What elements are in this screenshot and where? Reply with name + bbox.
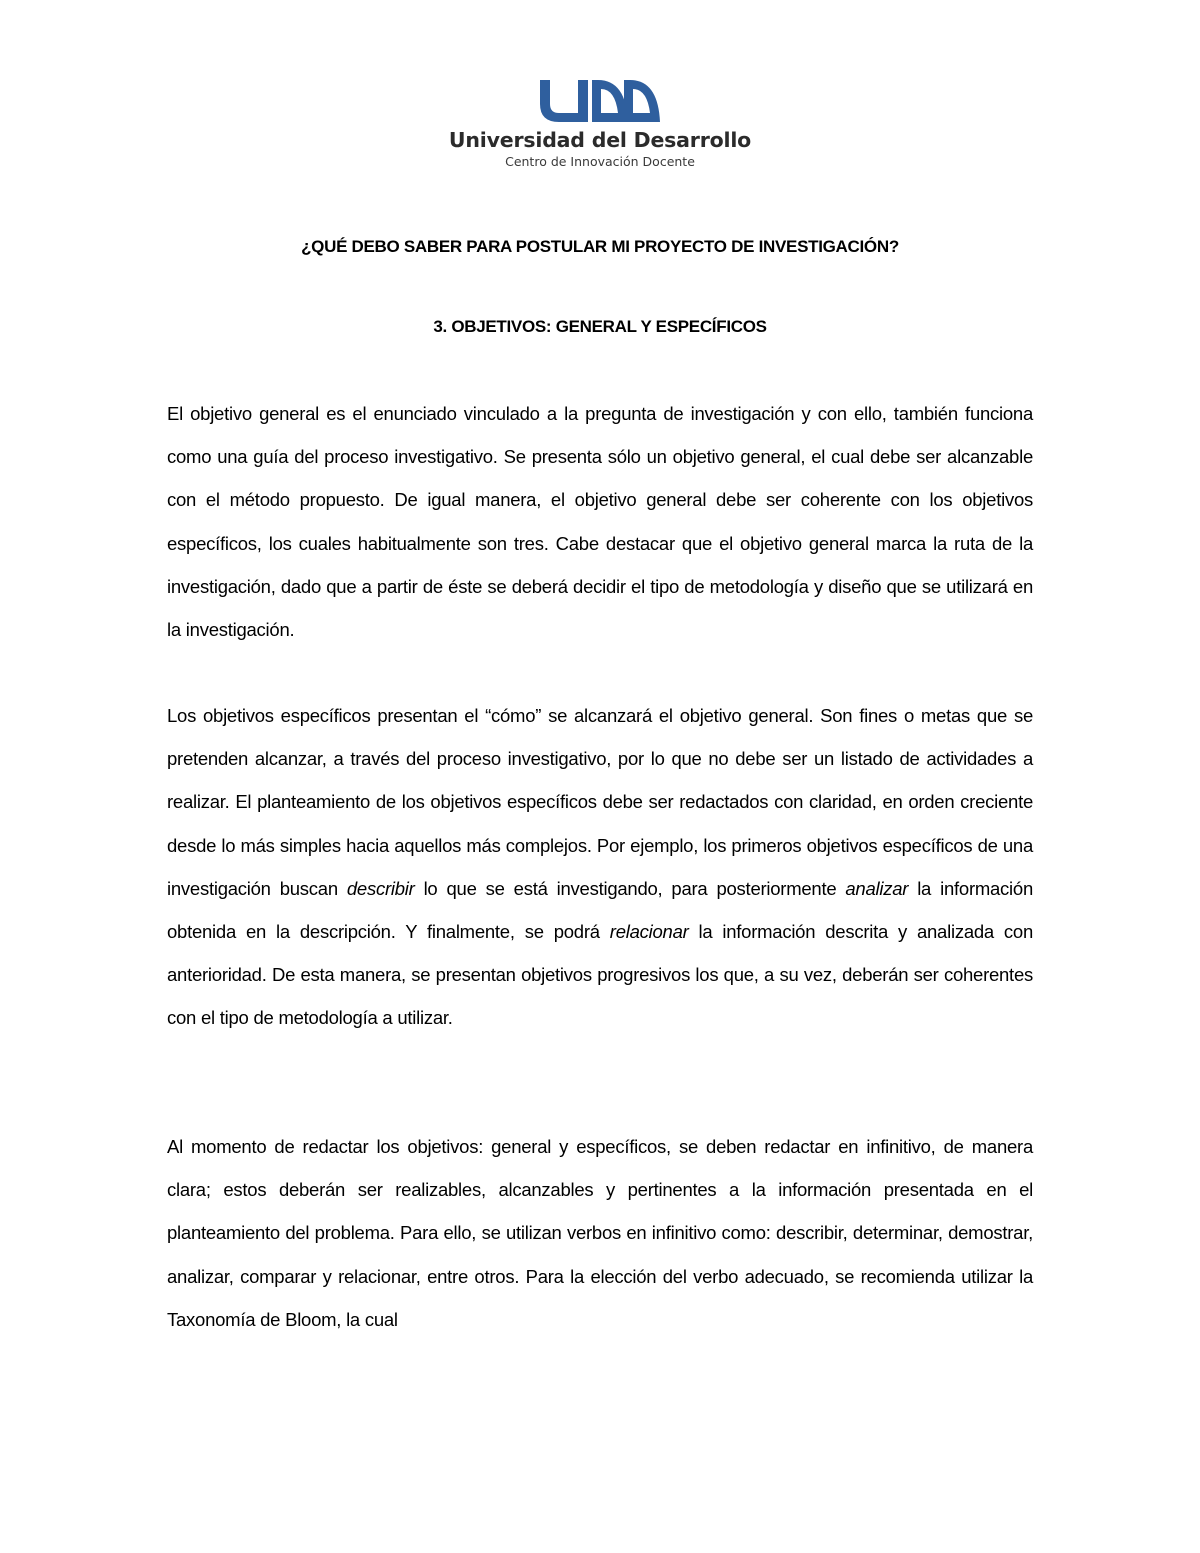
page-header-logo [0,76,1200,169]
paragraph-general-objective: El objetivo general es el enunciado vinculado a la pregunta de investigación y con ello, también funciona como una guía del proceso investigativo. Se presenta sólo un objetivo general, el cual debe ser alcanzable con el método propuesto. De igual manera, el objetivo general debe ser coherente con los objetivos específicos, los cuales habitualmente son tres. Cabe destacar que el objetivo general marca la ruta de la investigación, dado que a partir de éste se deberá decidir el tipo de metodología y diseño que se utilizará en la investigación. [167,403,1033,641]
paragraph-text: Los objetivos específicos presentan el “cómo” se alcanzará el objetivo general. Son fines o metas que se pretenden alcanzar, a través del proceso investigativo, por lo que no debe ser un listado de actividades a realizar. El planteamiento de los objetivos específicos debe ser redactados con claridad, en orden creciente desde lo más simples hacia aquellos más complejos. Por ejemplo, los primeros objetivos específicos de una investigación buscan [167,705,1033,899]
document-title: ¿QUÉ DEBO SABER PARA POSTULAR MI PROYECTO DE INVESTIGACIÓN? [301,237,899,256]
paragraph-text: la información obtenida en la descripción. Y finalmente, se podrá [167,877,1033,943]
paragraph-specific-objectives [167,694,1033,1040]
institution-unit: Centro de Innovación Docente [505,154,695,169]
udd-logo-icon [538,76,662,124]
paragraph-writing-objectives: Al momento de redactar los objetivos: general y específicos, se deben redactar en infinitivo, de manera clara; estos deberán ser realizables, alcanzables y pertinentes a la información presentada en el planteamiento del problema. Para ello, se utilizan verbos en infinitivo como: describir, determinar, demostrar, analizar, comparar y relacionar, entre otros. Para la elección del verbo adecuado, se recomienda utilizar la Taxonomía de Bloom, la cual [167,1136,1033,1330]
emphasis-describir: describir [346,877,415,899]
emphasis-relacionar: relacionar [609,921,689,943]
emphasis-analizar: analizar [845,877,909,899]
paragraph-text: lo que se está investigando, para posteriormente [414,877,846,899]
institution-name: Universidad del Desarrollo [448,128,752,152]
section-title: 3. OBJETIVOS: GENERAL Y ESPECÍFICOS [433,317,767,336]
paragraph-text: la información descrita y analizada con anterioridad. De esta manera, se presentan objetivos progresivos los que, a su vez, deberán ser coherentes con el tipo de metodología a utilizar. [167,921,1033,1029]
